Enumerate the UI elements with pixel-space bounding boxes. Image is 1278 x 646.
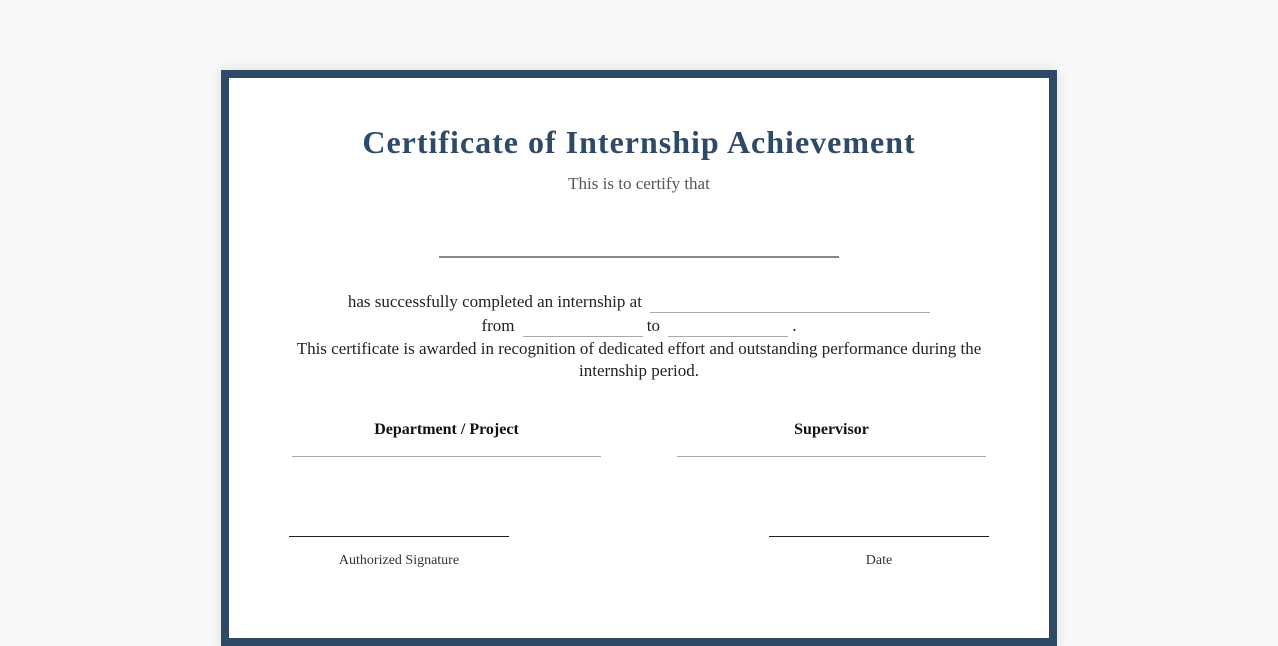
date-caption: Date [865,553,893,568]
supervisor-field-line [677,456,986,457]
start-date-blank [523,316,643,337]
signature-caption: Authorized Signature [338,553,460,568]
signature-line [289,536,509,537]
period-statement [229,315,1049,337]
certify-intro-text: This is to certify that [568,174,710,193]
recognition-text: This certificate is awarded in recognition of dedicated effort and outstanding performance during the internship period. [296,339,982,380]
period-end-punctuation: . [792,316,797,335]
end-date-blank [668,316,788,337]
from-text: from [481,316,515,335]
completed-text: has successfully completed an internship at [347,292,642,311]
supervisor-label: Supervisor [794,421,869,438]
organization-blank [650,292,930,313]
department-label: Department / Project [374,421,519,438]
certificate-title: Certificate of Internship Achievement [362,124,916,160]
certificate-card [221,70,1057,646]
recipient-name-line [439,256,839,258]
internship-statement [229,291,1049,313]
date-line [769,536,989,537]
recognition-statement [229,338,1049,382]
department-field-line [292,456,601,457]
to-text: to [646,316,661,335]
